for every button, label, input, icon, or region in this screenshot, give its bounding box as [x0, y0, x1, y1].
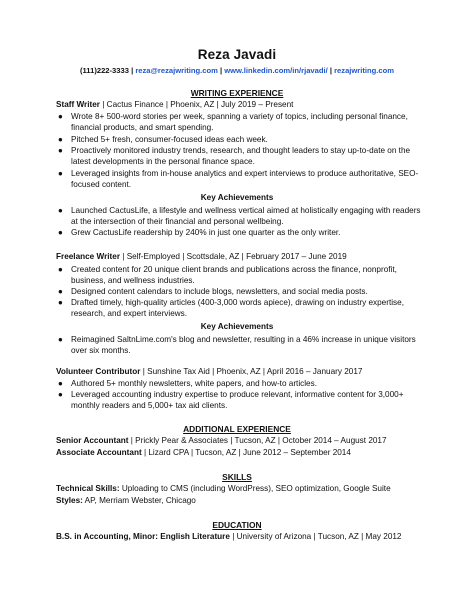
section-heading-additional-experience: ADDITIONAL EXPERIENCE — [183, 424, 291, 434]
contact-separator: | — [327, 66, 335, 75]
bullet-icon: ● — [58, 206, 63, 215]
linkedin-link[interactable]: www.linkedin.com/in/rjavadi/ — [224, 66, 328, 75]
education-details: | University of Arizona | Tucson, AZ | May 2012 — [229, 532, 402, 541]
skills-line — [56, 484, 391, 493]
additional-job — [56, 436, 387, 445]
list-item: ● Launched CactusLife, a lifestyle and wellness vertical aimed at holistically engaging with readers at the intersection of their financial and personal wellbeing. — [58, 206, 421, 227]
list-item: ● Created content for 20 unique client brands and publications across the finance, nonprofit, business, and wellness industries. — [58, 265, 397, 286]
job-details: | Cactus Finance | Phoenix, AZ | July 2019 – Present — [99, 100, 294, 109]
job-title: Staff Writer — [56, 100, 100, 109]
list-item: ● Grew CactusLife readership by 240% in just one quarter as the only writer. — [58, 228, 341, 237]
bullet-icon: ● — [58, 146, 63, 155]
skills-label: Styles: — [56, 496, 83, 505]
job-details: | Prickly Pear & Associates | Tucson, AZ | October 2014 – August 2017 — [128, 436, 387, 445]
job-header — [56, 100, 293, 109]
bullet-icon: ● — [58, 298, 63, 307]
list-item: ● Leveraged accounting industry expertise to produce relevant, informative content for 3,000+ monthly readers and 5,000+ tax aid clients. — [58, 390, 404, 411]
list-item: ● Authored 5+ monthly newsletters, white papers, and how-to articles. — [58, 379, 317, 388]
list-item: ● Leveraged insights from in-house analytics and expert interviews to produce authoritative, SEO-focused content. — [58, 169, 419, 190]
bullet-icon: ● — [58, 379, 63, 388]
contact-separator: | — [128, 66, 136, 75]
section-heading-writing-experience: WRITING EXPERIENCE — [190, 88, 284, 98]
bullet-icon: ● — [58, 390, 63, 399]
job-title: Freelance Writer — [56, 252, 121, 261]
skills-value: Uploading to CMS (including WordPress), SEO optimization, Google Suite — [119, 484, 391, 493]
bullet-icon: ● — [58, 135, 63, 144]
candidate-name: Reza Javadi — [197, 47, 277, 62]
job-details: | Lizard CPA | Tucson, AZ | June 2012 – September 2014 — [141, 448, 351, 457]
phone-number: (111)222-3333 — [79, 66, 129, 75]
job-details: | Self-Employed | Scottsdale, AZ | February 2017 – June 2019 — [120, 252, 347, 261]
skills-label: Technical Skills: — [56, 484, 120, 493]
section-heading-skills: SKILLS — [222, 472, 252, 482]
list-item: ● Pitched 5+ fresh, consumer-focused ideas each week. — [58, 135, 268, 144]
job-title: Volunteer Contributor — [56, 367, 141, 376]
job-details: | Sunshine Tax Aid | Phoenix, AZ | April 2016 – January 2017 — [140, 367, 363, 376]
degree: B.S. in Accounting, Minor: English Literature — [56, 532, 230, 541]
additional-job — [56, 448, 351, 457]
job-header — [56, 367, 362, 376]
bullet-icon: ● — [58, 112, 63, 121]
list-item: ● Reimagined SaltnLime.com's blog and newsletter, resulting in a 46% increase in unique visitors over six months. — [58, 335, 416, 356]
email-link[interactable]: reza@rezajwriting.com — [135, 66, 218, 75]
key-achievements-heading: Key Achievements — [200, 322, 274, 331]
skills-line — [56, 496, 196, 505]
skills-value: AP, Merriam Webster, Chicago — [82, 496, 196, 505]
bullet-icon: ● — [58, 228, 63, 237]
job-title: Senior Accountant — [56, 436, 129, 445]
job-title: Associate Accountant — [56, 448, 142, 457]
contact-line — [0, 66, 474, 75]
website-link[interactable]: rezajwriting.com — [334, 66, 395, 75]
list-item: ● Proactively monitored industry trends, research, and thought leaders to stay up-to-date on the latest developments in the personal finance space. — [58, 146, 411, 167]
section-heading-education: EDUCATION — [212, 520, 262, 530]
bullet-icon: ● — [58, 335, 63, 344]
list-item: ● Designed content calendars to include blogs, newsletters, and social media posts. — [58, 287, 368, 296]
key-achievements-heading: Key Achievements — [200, 193, 274, 202]
bullet-icon: ● — [58, 287, 63, 296]
bullet-icon: ● — [58, 265, 63, 274]
contact-separator: | — [217, 66, 225, 75]
bullet-icon: ● — [58, 169, 63, 178]
education-line — [56, 532, 402, 541]
list-item: ● Drafted timely, high-quality articles (400-3,000 words apiece), drawing on industry expertise, research, and expert interviews. — [58, 298, 404, 319]
job-header — [56, 252, 347, 261]
list-item: ● Wrote 8+ 500-word stories per week, spanning a variety of topics, including personal finance, financial products, and smart spending. — [58, 112, 408, 133]
